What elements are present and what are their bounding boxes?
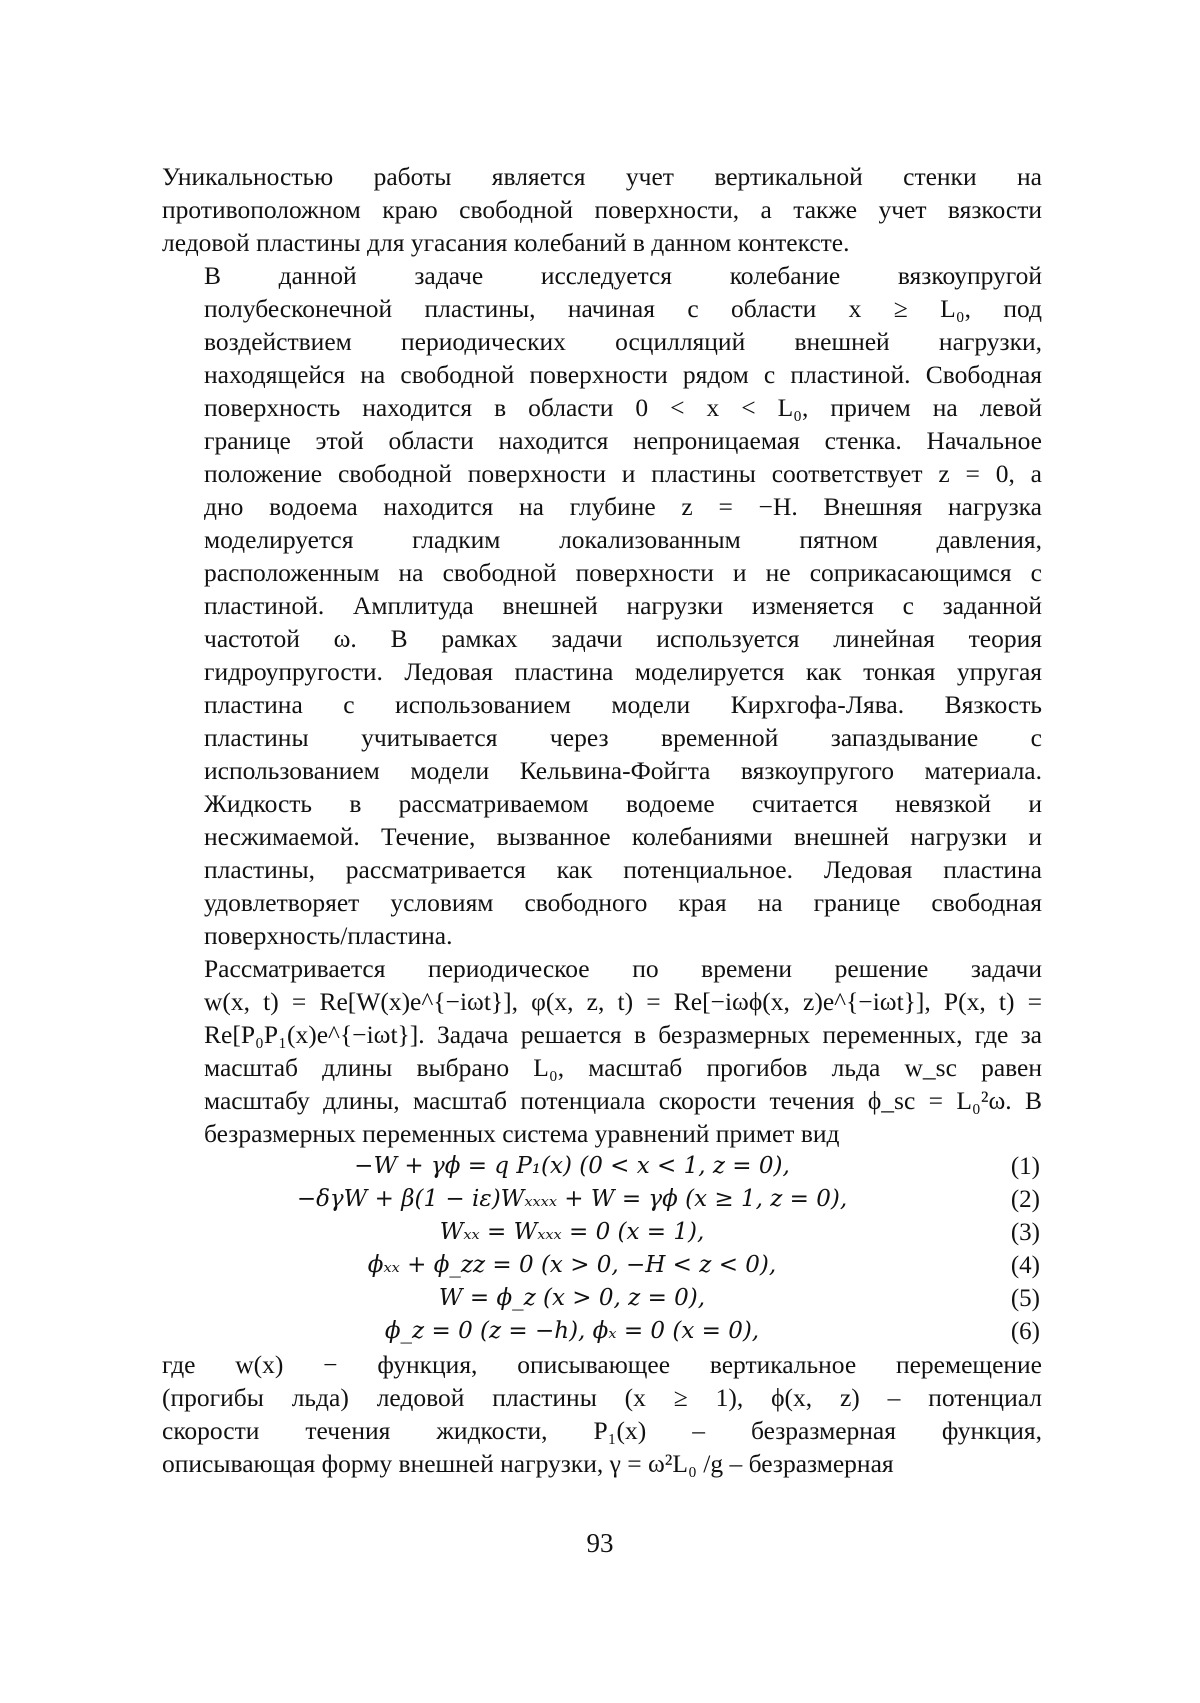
text-line: использованием модели Кельвина-Фойгта вязкоупругого материала.	[204, 756, 1042, 785]
text-line: полубесконечной пластины, начиная с области x ≥ L₀, под	[204, 294, 1042, 323]
text-line: пластина с использованием модели Кирхгофа-Лява. Вязкость	[204, 690, 1042, 719]
page-number: 93	[586, 1528, 614, 1558]
equation-body: W = ϕ_z (x > 0, z = 0),	[438, 1285, 706, 1311]
text-line: Уникальностью работы является учет вертикальной стенки на	[162, 162, 1042, 191]
text-line: пластиной. Амплитуда внешней нагрузки изменяется с заданной	[204, 591, 1042, 620]
text-line: поверхность/пластина.	[204, 921, 453, 950]
equation-row	[162, 1282, 1042, 1315]
text-line: масштабу длины, масштаб потенциала скорости течения ϕ_sc = L₀²ω. В	[204, 1086, 1042, 1115]
equation-body: ϕ_z = 0 (z = −h), ϕₓ = 0 (x = 0),	[384, 1318, 760, 1344]
equation-number: (4)	[1010, 1252, 1040, 1279]
paragraph-definitions	[162, 1348, 1042, 1480]
equation-body: Wₓₓ = Wₓₓₓ = 0 (x = 1),	[439, 1219, 705, 1245]
equation-number: (6)	[1010, 1318, 1040, 1345]
equation-number: (3)	[1010, 1219, 1040, 1246]
text-line: находящейся на свободной поверхности рядом с пластиной. Свободная	[204, 360, 1042, 389]
text-line: противоположном краю свободной поверхности, а также учет вязкости	[162, 195, 1042, 224]
text-line: поверхность находится в области 0 < x < L₀, причем на левой	[204, 393, 1042, 422]
equation-system	[162, 1150, 1042, 1348]
text-line: несжимаемой. Течение, вызванное колебаниями внешней нагрузки и	[204, 822, 1042, 851]
text-line: пластины учитывается через временной запаздывание с	[204, 723, 1042, 752]
text-line: описывающая форму внешней нагрузки, γ = ω²L₀ /g – безразмерная	[162, 1449, 894, 1478]
text-line: гидроупругости. Ледовая пластина моделируется как тонкая упругая	[204, 657, 1042, 686]
paragraph-problem-statement	[162, 259, 1042, 952]
text-line: расположенным на свободной поверхности и не соприкасающимся с	[204, 558, 1042, 587]
text-line: Жидкость в рассматриваемом водоеме считается невязкой и	[204, 789, 1042, 818]
equation-number: (1)	[1010, 1153, 1040, 1180]
text-line: (прогибы льда) ледовой пластины (x ≥ 1), ϕ(x, z) – потенциал	[162, 1383, 1042, 1412]
text-line: масштаб длины выбрано L₀, масштаб прогибов льда w_sc равен	[204, 1053, 1042, 1082]
text-line: частотой ω. В рамках задачи используется линейная теория	[204, 624, 1042, 653]
equation-body: −δγW + β(1 − iε)Wₓₓₓₓ + W = γϕ (x ≥ 1, z = 0),	[296, 1186, 848, 1212]
text-line: воздействием периодических осцилляций внешней нагрузки,	[204, 327, 1042, 356]
text-line: безразмерных переменных система уравнений примет вид	[204, 1119, 840, 1148]
page-body	[162, 160, 1042, 1480]
equation-row	[162, 1216, 1042, 1249]
text-line: где w(x) − функция, описывающее вертикальное перемещение	[162, 1350, 1042, 1379]
text-line: Re[P₀P₁(x)e^{−iωt}]. Задача решается в безразмерных переменных, где за	[204, 1020, 1042, 1049]
text-line: положение свободной поверхности и пластины соответствует z = 0, а	[204, 459, 1042, 488]
paragraph-solution-form	[162, 952, 1042, 1150]
text-line: удовлетворяет условиям свободного края на границе свободная	[204, 888, 1042, 917]
equation-row	[162, 1150, 1042, 1183]
text-line: В данной задаче исследуется колебание вязкоупругой	[204, 261, 1042, 290]
text-line: w(x, t) = Re[W(x)e^{−iωt}], φ(x, z, t) = Re[−iωϕ(x, z)e^{−iωt}], P(x, t) =	[204, 987, 1042, 1016]
text-line: границе этой области находится непроницаемая стенка. Начальное	[204, 426, 1042, 455]
text-line: дно водоема находится на глубине z = −H. Внешняя нагрузка	[204, 492, 1042, 521]
equation-number: (2)	[1010, 1186, 1040, 1213]
paragraph-intro	[162, 160, 1042, 259]
text-line: Рассматривается периодическое по времени решение задачи	[204, 954, 1042, 983]
equation-body: ϕₓₓ + ϕ_zz = 0 (x > 0, −H < z < 0),	[367, 1252, 777, 1278]
text-line: ледовой пластины для угасания колебаний в данном контексте.	[162, 228, 850, 257]
equation-row	[162, 1315, 1042, 1348]
text-line: моделируется гладким локализованным пятном давления,	[204, 525, 1042, 554]
equation-row	[162, 1183, 1042, 1216]
equation-row	[162, 1249, 1042, 1282]
text-line: скорости течения жидкости, P₁(x) – безразмерная функция,	[162, 1416, 1042, 1445]
equation-body: −W + γϕ = q P₁(x) (0 < x < 1, z = 0),	[354, 1153, 790, 1179]
equation-number: (5)	[1010, 1285, 1040, 1312]
text-line: пластины, рассматривается как потенциальное. Ледовая пластина	[204, 855, 1042, 884]
